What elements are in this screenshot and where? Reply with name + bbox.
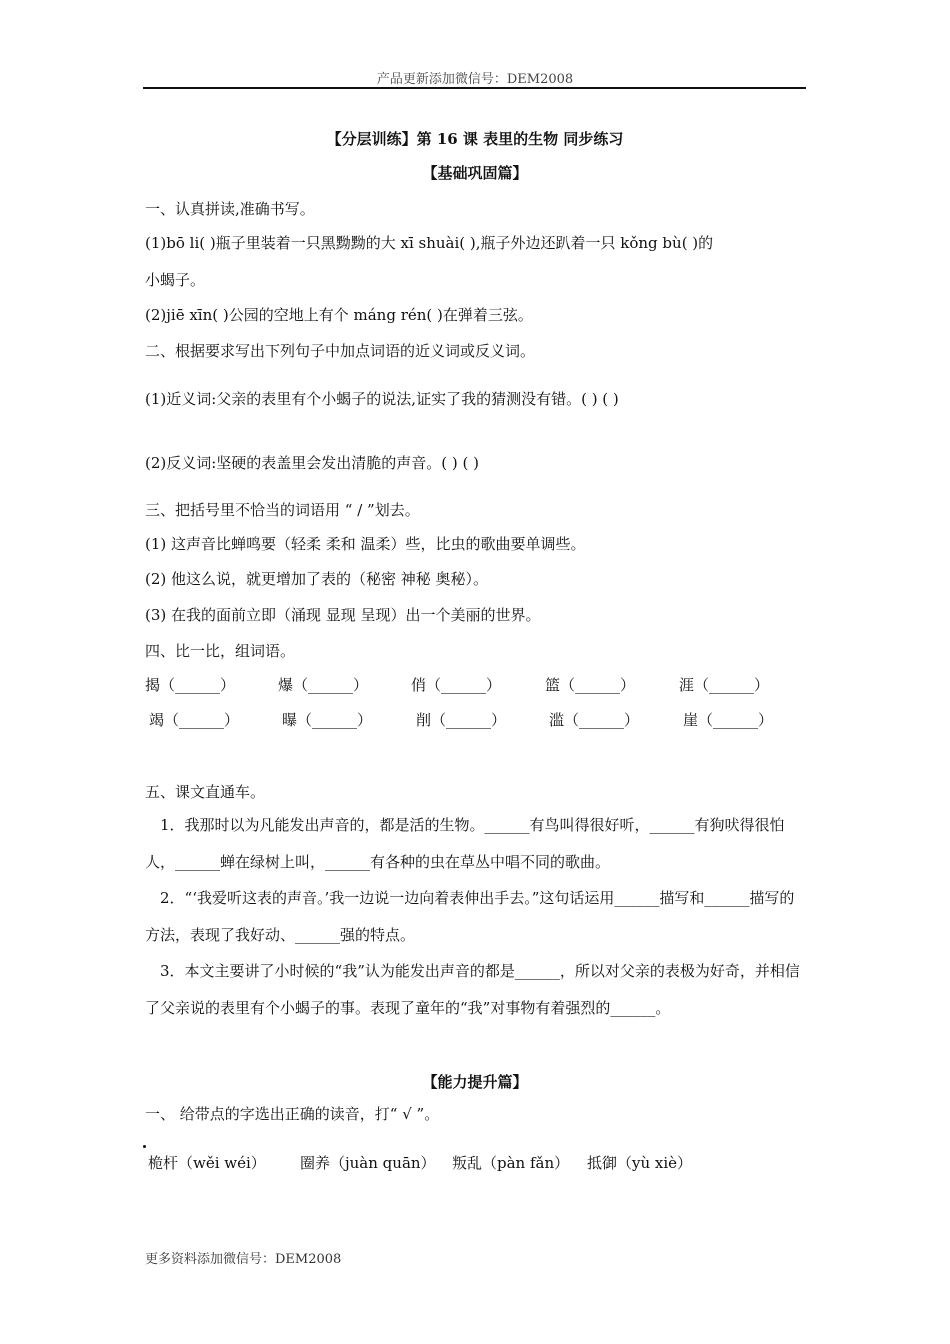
q1-heading: 一、认真拼读,准确书写。 bbox=[145, 200, 315, 218]
page-header: 产品更新添加微信号：DEM2008 bbox=[376, 72, 574, 87]
q4-row2-item: 滥（______） bbox=[549, 711, 640, 729]
p1-item: 叛乱（pàn fǎn） bbox=[452, 1154, 570, 1172]
q4-row2-item: 崖（______） bbox=[683, 711, 774, 729]
header-rule bbox=[143, 87, 806, 89]
q4-row1-item: 涯（______） bbox=[679, 676, 770, 694]
page-footer: 更多资料添加微信号：DEM2008 bbox=[145, 1252, 342, 1267]
q3-line2: (2) 他这么说，就更增加了表的（秘密 神秘 奥秘）。 bbox=[145, 570, 489, 588]
p1-item: 抵御（yù xiè） bbox=[587, 1154, 693, 1172]
q2-line2: (2)反义词:坚硬的表盖里会发出清脆的声音。( ) ( ) bbox=[145, 454, 480, 472]
q1-line2: 小蝎子。 bbox=[145, 271, 206, 289]
p1-heading: 一、 给带点的字选出正确的读音，打“ √ ”。 bbox=[145, 1105, 440, 1123]
q3-line3: (3) 在我的面前立即（涌现 显现 呈现）出一个美丽的世界。 bbox=[145, 606, 541, 624]
q3-line1: (1) 这声音比蝉鸣要（轻柔 柔和 温柔）些，比虫的歌曲要单调些。 bbox=[145, 535, 586, 553]
page-title: 【分层训练】第 16 课 表里的生物 同步练习 bbox=[326, 130, 624, 148]
q5-heading: 五、课文直通车。 bbox=[145, 783, 266, 801]
q5-item1: 1．我那时以为凡能发出声音的，都是活的生物。______有鸟叫得很好听，______有狗吠得很怕人，______蝉在绿树上叫，______有各种的虫在草丛中唱不同的歌曲。 bbox=[145, 816, 785, 871]
q1-line1: (1)bō li( )瓶子里装着一只黑黝黝的大 xī shuài( ),瓶子外边还趴着一只 kǒng bù( )的 bbox=[145, 234, 714, 252]
q2-line1: (1)近义词:父亲的表里有个小蝎子的说法,证实了我的猜测没有错。( ) ( ) bbox=[145, 390, 619, 408]
q1-line3: (2)jiē xīn( )公园的空地上有个 máng rén( )在弹着三弦。 bbox=[145, 306, 533, 324]
section-basic-title: 【基础巩固篇】 bbox=[422, 164, 528, 182]
p1-item: 桅杆（wěi wéi） bbox=[148, 1154, 266, 1172]
q4-row2-item: 削（______） bbox=[416, 711, 507, 729]
section-ability-title: 【能力提升篇】 bbox=[422, 1073, 528, 1091]
q4-row1-item: 揭（______） bbox=[145, 676, 236, 694]
q5-item3: 3．本文主要讲了小时候的“我”认为能发出声音的都是______，所以对父亲的表极为好奇，并相信了父亲说的表里有个小蝎子的事。表现了童年的“我”对事物有着强烈的______。 bbox=[145, 962, 800, 1017]
q4-heading: 四、比一比，组词语。 bbox=[145, 642, 296, 660]
q4-row2-item: 曝（______） bbox=[282, 711, 373, 729]
q3-heading: 三、把括号里不恰当的词语用 “ / ”划去。 bbox=[145, 501, 420, 519]
q4-row2-item: 竭（______） bbox=[149, 711, 240, 729]
q4-row1-item: 俏（______） bbox=[411, 676, 502, 694]
p1-item: 圈养（juàn quān） bbox=[300, 1154, 436, 1172]
emphasis-dot bbox=[143, 1145, 146, 1148]
q2-heading: 二、根据要求写出下列句子中加点词语的近义词或反义词。 bbox=[145, 342, 536, 360]
q4-row1-item: 爆（______） bbox=[278, 676, 369, 694]
q4-row1-item: 篮（______） bbox=[545, 676, 636, 694]
q5-item2: 2．“‘我爱听这表的声音。’我一边说一边向着表伸出手去。”这句话运用______描写和______描写的方法，表现了我好动、______强的特点。 bbox=[145, 889, 795, 944]
